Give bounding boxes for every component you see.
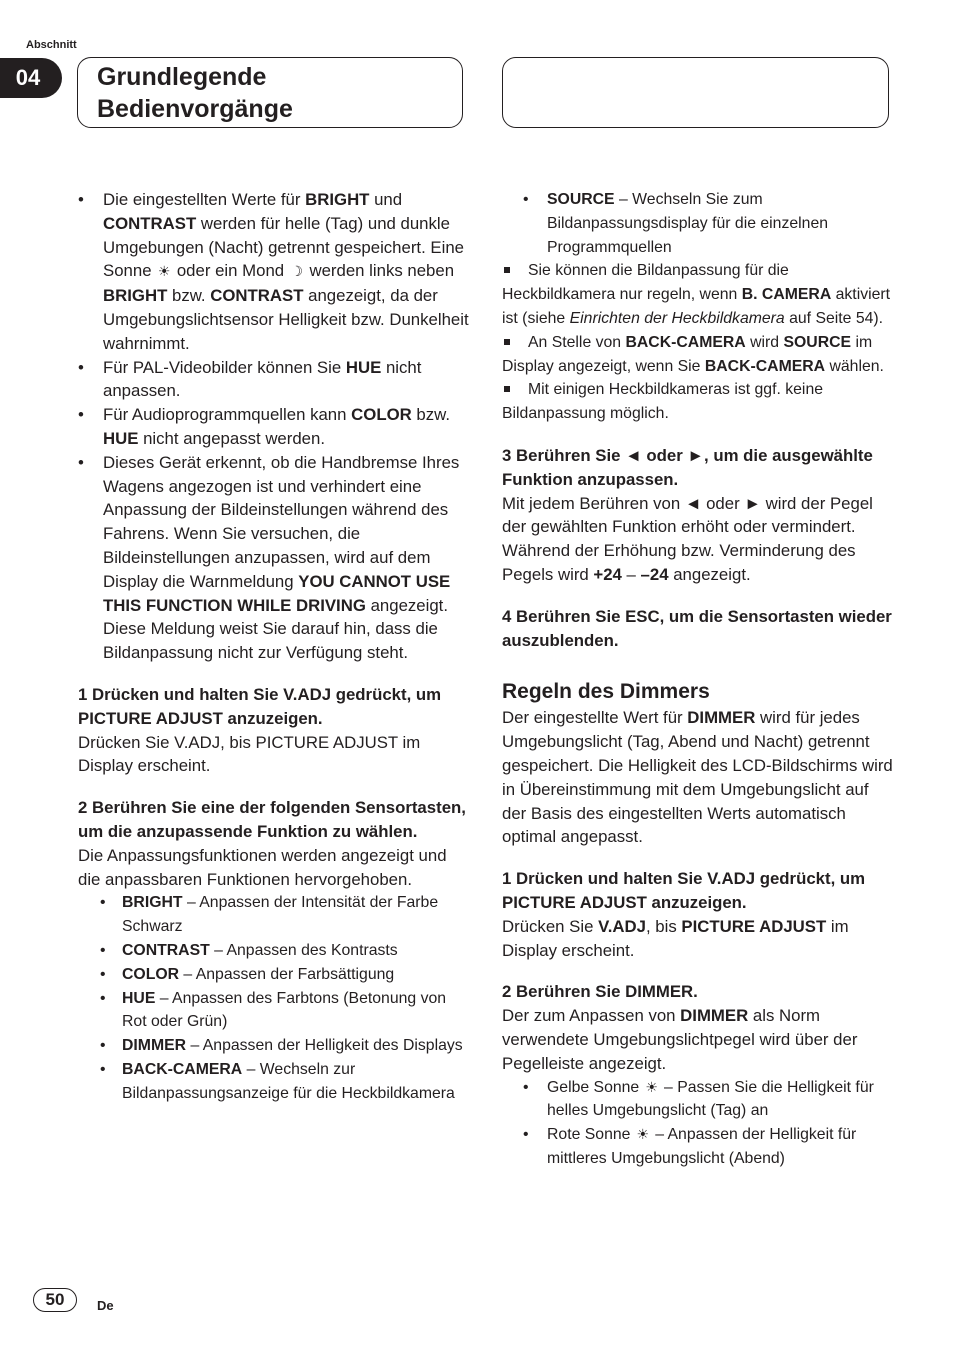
step-2-heading: 2 Berühren Sie eine der folgenden Sensortasten, um die anzupassende Funktion zu wählen. [78,798,466,841]
title-line-2: Bedienvorgänge [97,95,293,123]
function-item: • CONTRAST – Anpassen des Kontrasts [78,939,470,963]
dimmer-step-2-heading: 2 Berühren Sie DIMMER. [502,982,698,1002]
right-column [502,188,894,1171]
dimmer-step-1-body: Drücken Sie V.ADJ, bis PICTURE ADJUST im Display erscheint. [502,916,849,960]
title-line-1: Grundlegende [97,63,267,91]
moon-icon: ☽ [290,263,304,280]
note-item: Mit einigen Heckbildkameras ist ggf. keine Bildanpassung möglich. [502,378,894,426]
function-item: • DIMMER – Anpassen der Helligkeit des Displays [78,1034,470,1058]
step-1-heading: 1 Drücken und halten Sie V.ADJ gedrückt, um PICTURE ADJUST anzuzeigen. [78,684,442,728]
step-3-body: Mit jedem Berühren von ◄ oder ► wird der Pegel der gewählten Funktion erhöht oder vermindert. Während der Erhöhung bzw. Verminderung des Pegels wird +24 – –24 angezeigt. [502,493,873,584]
function-item: • SOURCE – Wechseln Sie zum Bildanpassungsdisplay für die einzelnen Programmquellen [502,188,894,259]
bullet-item: • Für Audioprogrammquellen kann COLOR bzw. HUE nicht angepasst werden. [78,403,470,451]
empty-header-box [502,57,889,128]
function-item: • COLOR – Anpassen der Farbsättigung [78,963,470,987]
page-number: 50 [33,1288,77,1312]
sun-level-item: • Gelbe Sonne ☀ – Passen Sie die Helligkeit für helles Umgebungslicht (Tag) an [502,1076,894,1124]
sun-level-item: • Rote Sonne ☀ – Anpassen der Helligkeit für mittleres Umgebungslicht (Abend) [502,1123,894,1171]
note-item: Sie können die Bildanpassung für die Heckbildkamera nur regeln, wenn B. CAMERA aktiviert ist (siehe Einrichten der Heckbildkamera auf Seite 54). [502,259,894,330]
dimmer-intro: Der eingestellte Wert für DIMMER wird für jedes Umgebungslicht (Tag, Abend und Nacht) getrennt gespeichert. Die Helligkeit des LCD-Bildschirms wird in Übereinstimmung mit dem Umgebungslicht auf der Basis des eingestellten Werts automatisch optimal angepasst. [502,708,893,847]
section-heading-dimmer: Regeln des Dimmers [502,680,710,704]
function-item: • BACK-CAMERA – Wechseln zur Bildanpassungsanzeige für die Heckbildkamera [78,1058,470,1106]
section-label: Abschnitt [26,39,77,51]
function-item: • HUE – Anpassen des Farbtons (Betonung von Rot oder Grün) [78,987,470,1035]
step-2-body: Die Anpassungsfunktionen werden angezeigt und die anpassbaren Funktionen hervorgehoben. [78,845,447,889]
note-item: An Stelle von BACK-CAMERA wird SOURCE im Display angezeigt, wenn Sie BACK-CAMERA wählen. [502,331,894,379]
function-item: • BRIGHT – Anpassen der Intensität der Farbe Schwarz [78,891,470,939]
step-4-heading: 4 Berühren Sie ESC, um die Sensortasten wieder auszublenden. [502,606,892,650]
sun-icon: ☀ [636,1126,650,1143]
bullet-item: • Die eingestellten Werte für BRIGHT und CONTRAST werden für helle (Tag) und dunkle Umgebungen (Nacht) getrennt gespeichert. Eine Sonne ☀ oder ein Mond ☽ werden links neben BRIGHT bzw. CONTRAST angezeigt, da der Umgebungslichtsensor Helligkeit bzw. Dunkelheit wahrnimmt. [78,188,470,356]
sun-icon: ☀ [157,263,171,280]
sun-icon: ☀ [645,1078,658,1095]
chapter-number: 04 [0,58,62,98]
dimmer-step-1-heading: 1 Drücken und halten Sie V.ADJ gedrückt, um PICTURE ADJUST anzuzeigen. [502,869,866,912]
bullet-item: • Dieses Gerät erkennt, ob die Handbremse Ihres Wagens angezogen ist und verhindert eine Anpassung der Bildeinstellungen während des Fahrens. Wenn Sie versuchen, die Bildeinstellungen anzupassen, wird auf dem Display die Warnmeldung YOU CANNOT USE THIS FUNCTION WHILE DRIVING angezeigt. Diese Meldung weist Sie darauf hin, dass die Bildanpassung nicht zur Verfügung steht. [78,451,470,665]
language-label: De [97,1298,114,1313]
page-title [97,61,293,125]
step-1-body: Drücken Sie V.ADJ, bis PICTURE ADJUST im Display erscheint. [78,732,421,776]
bullet-item: • Für PAL-Videobilder können Sie HUE nicht anpassen. [78,356,470,404]
dimmer-step-2-body: Der zum Anpassen von DIMMER als Norm verwendete Umgebungslichtpegel wird über der Pegelleiste angezeigt. [502,1006,858,1073]
left-column [78,188,470,1105]
step-3-heading: 3 Berühren Sie ◄ oder ►, um die ausgewählte Funktion anzupassen. [502,445,873,489]
